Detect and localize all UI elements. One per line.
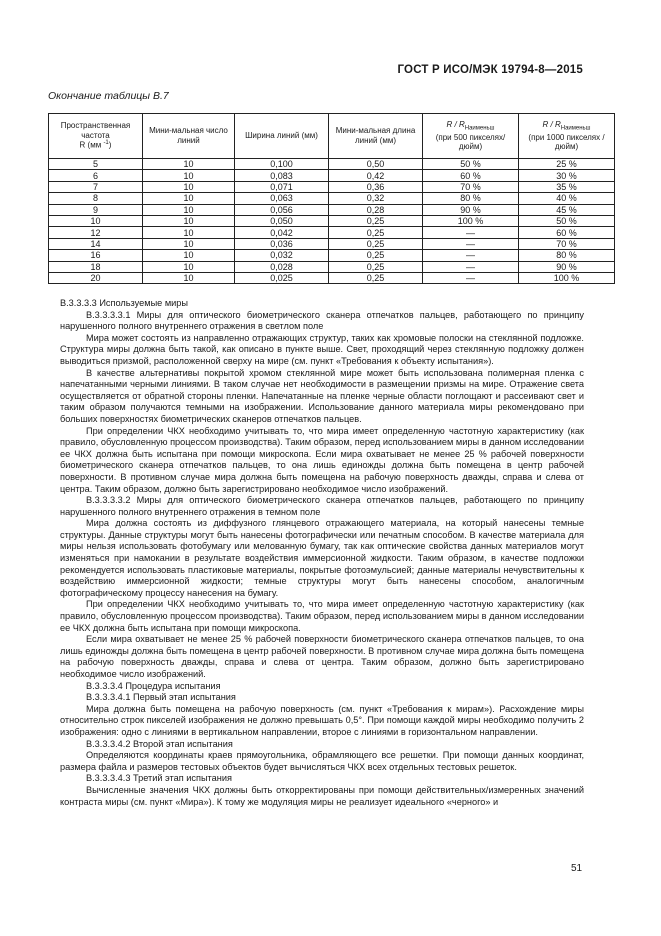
- table-cell: —: [423, 272, 519, 283]
- document-header: ГОСТ Р ИСО/МЭК 19794-8—2015: [397, 64, 583, 76]
- paragraph: Мира должна состоять из диффузного глянцевого отражающего материала, на который нанесены темные структуры. Данные структуры могут быть нанесены фотографически или печатным способом. В качестве материала для миры нельзя использовать фотобумагу или мелованную бумагу, так как оптические свойства данных материалов могут изменяться при намокании в результате воздействия иммерсионной жидкости. Таким образом, в качестве подложки рекомендуется использовать пластиковые материалы, покрытые фотоэмульсией; данные материалы нечувствительны к воздействию иммерсионной жидкости; темные структуры могут быть нанесены способом, аналогичным фотографическому процессу нанесения на бумагу.: [60, 518, 584, 598]
- table-cell: 7: [49, 181, 143, 192]
- table-cell: 0,25: [329, 250, 423, 261]
- table-cell: 9: [49, 204, 143, 215]
- table-cell: 35 %: [519, 181, 615, 192]
- table-cell: 50 %: [519, 215, 615, 226]
- table-row: [49, 181, 615, 192]
- table-row: [49, 170, 615, 181]
- table-cell: 0,25: [329, 261, 423, 272]
- table-cell: 10: [143, 261, 235, 272]
- table-cell: 0,50: [329, 159, 423, 170]
- paragraph: Если мира охватывает не менее 25 % рабочей поверхности биометрического сканера отпечатков пальцев, то она лишь единожды должна быть помещена в центр рабочей поверхности. В противном случае мира должна быть помещена на рабочую поверхность дважды, справа и слева от центра. Таким образом, должно быть зарегистрировано необходимое число изображений.: [60, 634, 584, 679]
- table-row: [49, 193, 615, 204]
- header-min-line-count: Мини-мальная число линий: [143, 114, 235, 159]
- table-header-row: [49, 114, 615, 159]
- body-text: [60, 298, 584, 808]
- table-cell: 10: [143, 170, 235, 181]
- paragraph: В.3.3.3.4 Процедура испытания: [86, 680, 221, 691]
- table-cell: 0,032: [235, 250, 329, 261]
- table-cell: 6: [49, 170, 143, 181]
- table-cell: 0,056: [235, 204, 329, 215]
- table-cell: 70 %: [423, 181, 519, 192]
- table-cell: 90 %: [423, 204, 519, 215]
- table-cell: 0,36: [329, 181, 423, 192]
- table-cell: 0,25: [329, 238, 423, 249]
- table-cell: 0,071: [235, 181, 329, 192]
- table-cell: 10: [143, 250, 235, 261]
- table-cell: 0,025: [235, 272, 329, 283]
- paragraph: В.3.3.3.4.1 Первый этап испытания: [86, 692, 236, 703]
- paragraph: Определяются координаты краев прямоугольника, обрамляющего все решетки. При помощи данных координат, размера файла и размеров тестовых объектов будет вычисляться ЧКХ всех отдельных тестовых решеток.: [60, 750, 584, 772]
- paragraph: Мира должна быть помещена на рабочую поверхность (см. пункт «Требования к мирам»). Расхождение миры относительно строк пикселей изображения не должно превышать 0,5°. При помощи каждой миры необходимо получить 2 изображения: одно с линиями в вертикальном направлении, второе с линиями в горизонтальном направлении.: [60, 703, 584, 737]
- table-cell: 18: [49, 261, 143, 272]
- paragraph: В.3.3.3.3.1 Миры для оптического биометрического сканера отпечатков пальцев, работающего по принципу нарушенного полного внутреннего отражения в светлом поле: [60, 309, 584, 332]
- paragraph: При определении ЧКХ необходимо учитывать то, что мира имеет определенную частотную характеристику (как правило, обусловленную процессом производства). Таким образом, перед использованием миры в данном исследовании ее ЧКХ должна быть испытана при помощи микроскопа.: [60, 599, 584, 633]
- table-row: [49, 261, 615, 272]
- table-row: [49, 227, 615, 238]
- table-cell: 0,100: [235, 159, 329, 170]
- table-cell: 10: [143, 215, 235, 226]
- table-cell: 60 %: [519, 227, 615, 238]
- table-cell: 10: [49, 215, 143, 226]
- table-cell: 90 %: [519, 261, 615, 272]
- paragraph: В.3.3.3.4.3 Третий этап испытания: [86, 773, 232, 784]
- table-cell: 10: [143, 181, 235, 192]
- paragraph: В.3.3.3.3 Используемые миры: [60, 298, 189, 308]
- page-number: 51: [571, 863, 583, 874]
- table-cell: 0,42: [329, 170, 423, 181]
- table-cell: 12: [49, 227, 143, 238]
- table-cell: 0,063: [235, 193, 329, 204]
- table-cell: 14: [49, 238, 143, 249]
- table-cell: 16: [49, 250, 143, 261]
- table-cell: —: [423, 227, 519, 238]
- header-min-line-length: Мини-мальная длина линий (мм): [329, 114, 423, 159]
- table-row: [49, 215, 615, 226]
- table-row: [49, 250, 615, 261]
- table-cell: 0,25: [329, 272, 423, 283]
- table-cell: 100 %: [423, 215, 519, 226]
- table-cell: 0,050: [235, 215, 329, 226]
- table-cell: 25 %: [519, 159, 615, 170]
- table-cell: 40 %: [519, 193, 615, 204]
- table-cell: 0,028: [235, 261, 329, 272]
- table-cell: 0,25: [329, 227, 423, 238]
- table-cell: 20: [49, 272, 143, 283]
- table-row: [49, 272, 615, 283]
- table-cell: 0,32: [329, 193, 423, 204]
- table-caption: Окончание таблицы В.7: [48, 90, 169, 102]
- table-cell: 10: [143, 272, 235, 283]
- table-cell: 0,28: [329, 204, 423, 215]
- table-cell: 70 %: [519, 238, 615, 249]
- table-row: [49, 204, 615, 215]
- table-cell: 80 %: [423, 193, 519, 204]
- table-cell: 0,042: [235, 227, 329, 238]
- paragraph: При определении ЧКХ необходимо учитывать то, что мира имеет определенную частотную характеристику (как правило, обусловленную процессом производства). Таким образом, перед использованием миры в данном исследовании ее ЧКХ должна быть испытана при помощи микроскопа. Если мира охватывает не менее 25 % рабочей поверхности биометрического сканера отпечатков пальцев, то она лишь единожды должна быть помещена в центр рабочей поверхности. В противном случае мира должна быть помещена на рабочую поверхность дважды, справа и слева от центра. Таким образом, должно быть зарегистрировано необходимое число изображений.: [60, 425, 584, 494]
- header-line-width: Ширина линий (мм): [235, 114, 329, 159]
- table-cell: 10: [143, 238, 235, 249]
- table-cell: 10: [143, 204, 235, 215]
- table-cell: 10: [143, 193, 235, 204]
- table-cell: 0,083: [235, 170, 329, 181]
- table-cell: 8: [49, 193, 143, 204]
- paragraph: В.3.3.3.4.2 Второй этап испытания: [86, 738, 233, 749]
- table-cell: 60 %: [423, 170, 519, 181]
- table-cell: 10: [143, 227, 235, 238]
- table-cell: 0,25: [329, 215, 423, 226]
- table-cell: 80 %: [519, 250, 615, 261]
- mira-table: [48, 113, 615, 284]
- table-cell: —: [423, 261, 519, 272]
- paragraph: В.3.3.3.3.2 Миры для оптического биометрического сканера отпечатков пальцев, работающего по принципу нарушенного полного внутреннего отражения в темном поле: [60, 495, 584, 517]
- table-cell: 45 %: [519, 204, 615, 215]
- table-cell: 30 %: [519, 170, 615, 181]
- paragraph: В качестве альтернативы покрытой хромом стеклянной мире может быть использована полимерная пленка с напечатанными черными линиями. В таком случае нет необходимости в размещении призмы на мире. Отражение света осуществляется от обратной стороны пленки. Напечатанные на пленке черные области поглощают и рассеивают свет и таким образом получаются темными на изображении. Использование данного материала миры рекомендовано при больших поверхностях биометрических сканеров отпечатков пальцев.: [60, 367, 584, 424]
- paragraph: Вычисленные значения ЧКХ должны быть откорректированы при помощи действительных/измеренных значений контраста миры (см. пункт «Мира»). К тому же модуляция миры не реализует идеального «черного» и: [60, 784, 584, 807]
- header-ratio-500: R / $R_{Наименьш}$ (при 500 пикселях/дюйм): [423, 114, 519, 159]
- table-cell: 0,036: [235, 238, 329, 249]
- header-ratio-1000: R / $R_{Наименьш}$ (при 1000 пикселях /дюйм): [519, 114, 615, 159]
- table-cell: —: [423, 250, 519, 261]
- table-cell: 5: [49, 159, 143, 170]
- table-cell: —: [423, 238, 519, 249]
- paragraph: Мира может состоять из направленно отражающих структур, таких как хромовые полоски на стеклянной подложке. Структура миры должна быть такой, как описано в пункте выше. Свет, проходящий через стеклянную подложку должен выводиться призмой, расположенной сверху на мире (см. пункт «Требования к объекту испытания»).: [60, 332, 584, 366]
- table-row: [49, 159, 615, 170]
- table-cell: 10: [143, 159, 235, 170]
- table-cell: 50 %: [423, 159, 519, 170]
- table-row: [49, 238, 615, 249]
- table-cell: 100 %: [519, 272, 615, 283]
- header-spatial-frequency: Пространственная частота R (мм $^{-1}$): [49, 114, 143, 159]
